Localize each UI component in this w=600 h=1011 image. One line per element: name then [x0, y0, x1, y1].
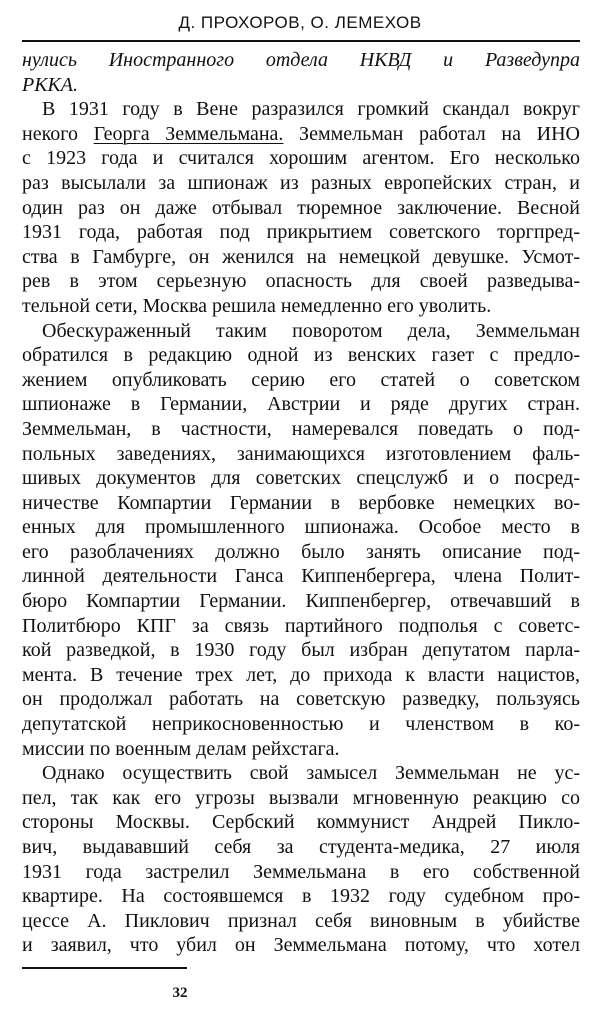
text-line: раз высылали за шпионаж из разных европейских стран, и: [22, 171, 580, 194]
text-line: Однако осуществить свой замысел Земмельман не ус-: [42, 762, 580, 785]
text-line: линной деятельности Ганса Киппенбергера, члена Полит-: [22, 565, 580, 588]
line-fragment: некого: [22, 122, 94, 145]
text-line: Политбюро КПГ за связь партийного подполья с советс-: [22, 614, 580, 637]
text-line: цессе А. Пиклович признал себя виновным в убийстве: [22, 909, 580, 932]
text-line: шпионаже в Германии, Австрии и ряде других стран.: [22, 393, 580, 416]
text-line: жением опубликовать серию его статей о советском: [22, 368, 580, 391]
text-line: бюро Компартии Германии. Киппенбергер, отвечавший в: [22, 590, 580, 613]
page-number: 32: [172, 985, 188, 1001]
text-line: депутатской неприкосновенностью и членством в ко-: [22, 713, 580, 736]
text-line: пел, так как его угрозы вызвали мгновенную реакцию со: [22, 786, 580, 809]
text-line: миссии по военным делам рейхстага.: [22, 737, 340, 760]
text-line: Обескураженный таким поворотом дела, Земмельман: [42, 319, 580, 342]
text-line: В 1931 году в Вене разразился громкий скандал вокруг: [42, 98, 580, 121]
text-line: нулись Иностранного отдела НКВД и Разведупра: [22, 49, 580, 71]
text-line: он продолжал работать на советскую разведку, пользуясь: [22, 688, 580, 711]
text-line: кой разведкой, в 1930 году был избран депутатом парла-: [22, 639, 580, 662]
text-line: РККА.: [22, 73, 78, 96]
text-line: 1931 года, работая под прикрытием советского торгпред-: [22, 221, 580, 244]
running-header: Д. ПРОХОРОВ, О. ЛЕМЕХОВ: [178, 13, 422, 32]
book-text: [22, 48, 580, 958]
text-line: и заявил, что убил он Земмельмана потому, что хотел: [22, 934, 580, 957]
header-rule: [22, 40, 580, 42]
text-line: ства в Гамбурге, он женился на немецкой девушке. Усмот-: [22, 245, 580, 268]
text-line: рев в этом серьезную опасность для своей разведыва-: [22, 270, 580, 293]
text-line: квартире. На состоявшемся в 1932 году судебном про-: [22, 885, 580, 908]
text-line: польных заведениях, занимающихся изготовлением фаль-: [22, 442, 580, 465]
text-line: тельной сети, Москва решила немедленно его уволить.: [22, 294, 492, 317]
text-line-with-underline: [22, 122, 580, 147]
text-line: с 1923 года и считался хорошим агентом. Его несколько: [22, 147, 580, 170]
text-line: мента. В течение трех лет, до прихода к власти нацистов,: [22, 663, 580, 686]
line-fragment: Земмельман работал на ИНО: [283, 122, 580, 145]
text-line: енных для промышленного шпионажа. Особое место в: [22, 516, 580, 539]
text-line: стороны Москвы. Сербский коммунист Андрей Пикло-: [22, 811, 580, 834]
underlined-name: Георга Земмельмана.: [93, 122, 284, 145]
text-line: один раз он даже отбывал тюремное заключение. Весной: [22, 196, 580, 219]
text-line: 1931 года застрелил Земмельмана в его собственной: [22, 860, 580, 883]
text-line: вич, выдававший себя за студента-медика, 27 июля: [22, 836, 580, 858]
footnote-rule: [22, 967, 187, 969]
text-line: ничестве Компартии Германии в вербовке немецких во-: [22, 491, 580, 514]
text-line: Земмельман, в частности, намеревался поведать о под-: [22, 417, 580, 440]
text-line: шивых документов для советских спецслужб и о посред-: [22, 467, 580, 490]
text-line: обратился в редакцию одной из венских газет с предло-: [22, 344, 580, 367]
text-line: его разоблачениях должно было занять описание под-: [22, 540, 580, 563]
